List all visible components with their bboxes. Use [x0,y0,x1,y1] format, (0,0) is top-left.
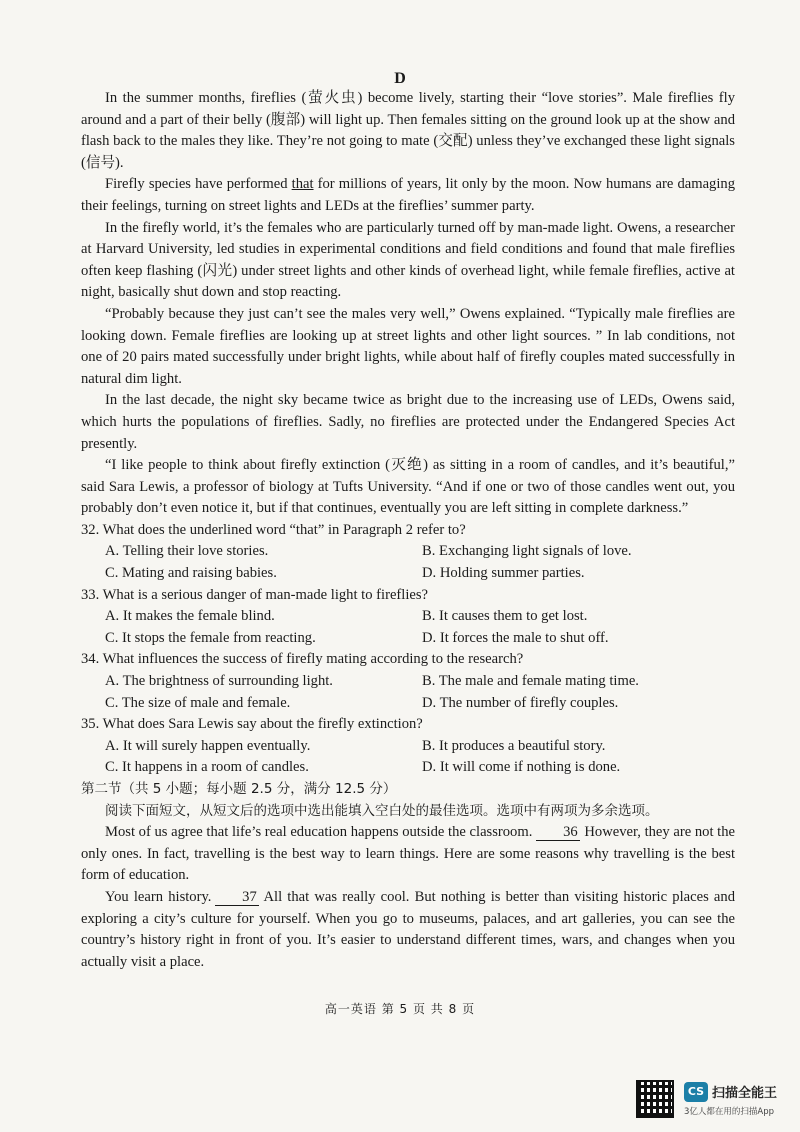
paragraph-5: In the last decade, the night sky became twice as bright due to the increasing use of LEDs, Owens said, which hurts the populations of fireflies. Sadly, no fireflies are protected under the Endangered Species Act presently. [81,392,735,452]
option-d: D. It forces the male to shut off. [422,629,609,646]
cloze-text: You learn history. [105,888,212,905]
paragraph-3: In the firefly world, it’s the females who are particularly turned off by man-made light. Owens, a researcher at Harvard University, led studies in experimental conditions and field conditions and found that male fireflies often keep flashing (闪光) under street lights and other kinds of overhead light, while female fireflies, active at night, basically shut down and stop reacting. [81,219,735,301]
cloze-paragraph-1 [81,822,735,887]
watermark-subtitle: 3亿人都在用的扫描App [684,1107,775,1117]
option-c: C. It stops the female from reacting. [105,629,316,646]
question-35 [81,714,735,779]
qr-code-icon [636,1080,674,1118]
section-2-heading: 第二节（共 5 小题；每小题 2.5 分，满分 12.5 分） [81,781,397,797]
option-b: B. The male and female mating time. [422,673,639,690]
option-a: A. It will surely happen eventually. [105,737,311,754]
option-a: A. The brightness of surrounding light. [105,673,333,690]
option-c: C. The size of male and female. [105,694,291,711]
section-2-instruction: 阅读下面短文，从短文后的选项中选出能填入空白处的最佳选项。选项中有两项为多余选项。 [105,802,659,819]
paragraph-2-before: Firefly species have performed [105,176,292,193]
question-stem: 32. What does the underlined word “that” in Paragraph 2 refer to? [81,521,466,538]
blank-36: 36 [536,824,580,841]
question-34 [81,649,735,714]
option-a: A. Telling their love stories. [105,543,269,560]
option-d: D. The number of firefly couples. [422,694,619,711]
cloze-text: However, they are not the only ones. In fact, travelling is the best way to learn things. Here are some reasons why travelling is the best form of education. [81,824,735,884]
option-b: B. It produces a beautiful story. [422,737,606,754]
cloze-paragraph-2 [81,887,735,973]
option-a: A. It makes the female blind. [105,608,275,625]
cloze-text: All that was really cool. But nothing is better than visiting historic places and exploring a city’s culture for yourself. When you go to museums, palaces, and art galleries, you can see the country’s history right in front of you. It’s easier to understand different times, wars, and changes when you actually visit a place. [81,888,736,970]
cloze-text: Most of us agree that life’s real education happens outside the classroom. [105,824,533,841]
scanner-watermark [636,1080,786,1120]
page-footer: 高一英语 第 5 页 共 8 页 [324,1002,476,1016]
underlined-word: that [291,176,314,193]
option-b: B. Exchanging light signals of love. [422,543,632,560]
blank-37: 37 [215,889,259,906]
question-32 [81,520,735,585]
paragraph-1: In the summer months, fireflies (萤火虫) become lively, starting their “love stories”. Male fireflies fly around and a part of their belly (腹部) will light up. Then females sitting on the ground look up at the show and flash back to the males they like. They’re not going to mate (交配) unless they’ve exchanged these light signals (信号). [81,90,735,171]
option-c: C. It happens in a room of candles. [105,759,309,776]
paragraph-6: “I like people to think about firefly extinction (灭绝) as sitting in a room of candles, and it’s beautiful,” said Sara Lewis, a professor of biology at Tufts University. “And if one or two of those candles went out, you probably don’t even notice it, but if that continues, eventually you are left sitting in complete darkness.” [81,457,735,517]
paragraph-4: “Probably because they just can’t see the males very well,” Owens explained. “Typically male fireflies are looking down. Female fireflies are looking up at street lights and other light sources. ” In lab conditions, not one of 20 pairs mated successfully under bright lights, while about half of firefly couples mated successfully in natural dim light. [81,305,735,387]
option-d: D. It will come if nothing is done. [422,759,621,776]
option-b: B. It causes them to get lost. [422,608,588,625]
question-33 [81,585,735,650]
question-stem: 34. What influences the success of firefly mating according to the research? [81,651,524,668]
watermark-title: 扫描全能王 [712,1086,778,1101]
question-stem: 35. What does Sara Lewis say about the firefly extinction? [81,716,423,733]
paragraph-2 [81,174,735,217]
question-stem: 33. What is a serious danger of man-made light to fireflies? [81,586,429,603]
section-title: D [394,70,406,87]
option-d: D. Holding summer parties. [422,565,585,582]
paragraph-2-after: for millions of years, lit only by the moon. Now humans are damaging their feelings, turning on street lights and LEDs at the fireflies’ summer party. [81,176,735,214]
passage-body [81,88,735,973]
option-c: C. Mating and raising babies. [105,565,277,582]
camscanner-logo-icon: CS [684,1082,708,1102]
